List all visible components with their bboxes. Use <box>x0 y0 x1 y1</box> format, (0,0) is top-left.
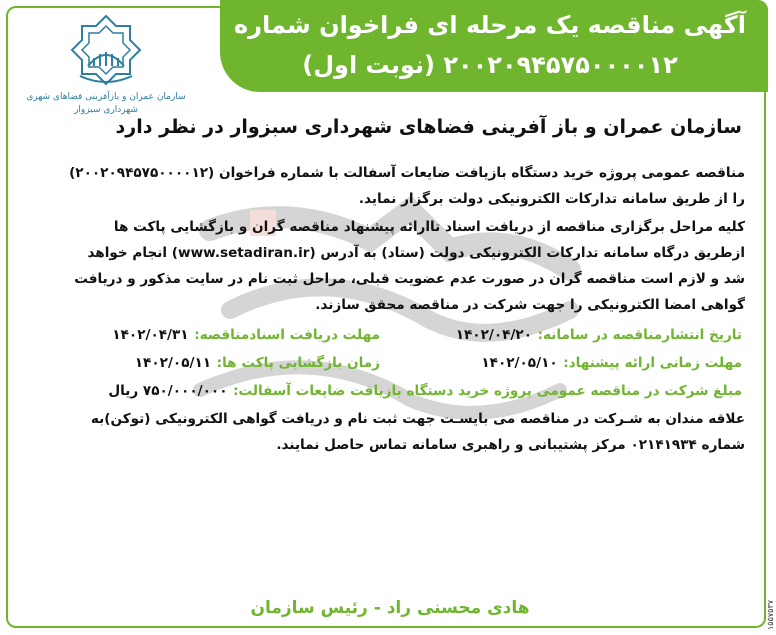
side-code: ۱۵۵۷۵۳۷ <box>766 599 775 630</box>
organization-logo <box>16 14 196 114</box>
tender-number: ۲۰۰۲۰۹۴۵۷۵۰۰۰۰۱۲ (نوبت اول) <box>302 51 678 79</box>
docs-deadline-row <box>30 322 380 348</box>
proposal-deadline-value: ۱۴۰۲/۰۵/۱۰ <box>481 355 558 371</box>
paragraph-2-line-4: گواهی امضا الکترونیکی را جهت شرکت در مناقصه محقق سازند. <box>315 297 745 313</box>
logo-caption-city: شهرداری سبزوار <box>74 105 138 115</box>
paragraph-2-line-2: ازطریق درگاه سامانه تدارکات الکترونیکی دولت (ستاد) به آدرس (www.setadiran.ir) انجام خواهد <box>87 245 745 261</box>
paragraph-3-line-2: شماره ۰۲۱۴۱۹۳۴ مرکز پشتیبانی و راهبری سامانه تماس حاصل نمایند. <box>276 437 745 453</box>
publish-date-label: تاریخ انتشارمناقصه در سامانه: <box>537 327 742 343</box>
opening-date-row <box>30 350 380 376</box>
signature: هادی محسنی راد - رئیس سازمان <box>250 598 530 618</box>
deposit-amount-value: ۷۵۰/۰۰۰/۰۰۰ ریال <box>108 383 228 399</box>
header-title: آگهی مناقصه یک مرحله ای فراخوان شماره <box>234 11 746 39</box>
publish-date-value: ۱۴۰۲/۰۴/۲۰ <box>455 327 533 343</box>
opening-date-label: زمان بازگشایی پاکت ها: <box>216 355 380 371</box>
deposit-amount-row <box>20 378 742 404</box>
paragraph-3-line-1: علاقه مندان به شـرکت در مناقصه می بایسـت جهت ثبت نام و دریافت گواهی الکترونیکی (توکن)به <box>90 411 745 427</box>
paragraph-1-line-2: را از طریق سامانه تدارکات الکترونیکی دولت برگزار نماید. <box>358 191 745 207</box>
logo-emblem-icon <box>66 14 146 88</box>
paragraph-2-line-1: کلیه مراحل برگزاری مناقصه از دریافت اسناد تاارائه پیشنهاد مناقصه گران و بازگشایی پاکت ها <box>113 219 745 235</box>
deposit-amount-label: مبلغ شرکت در مناقصه عمومی پروژه خرید دستگاه بازیافت ضایعات آسفالت: <box>233 383 742 399</box>
docs-deadline-label: مهلت دریافت اسنادمناقصه: <box>194 327 380 343</box>
organization-intro: سازمان عمران و باز آفرینی فضاهای شهرداری سبزوار در نظر دارد <box>115 116 742 138</box>
opening-date-value: ۱۴۰۲/۰۵/۱۱ <box>134 355 212 371</box>
logo-caption-org: سازمان عمران و بازآفرینی فضاهای شهری <box>26 92 186 102</box>
publish-date-row <box>390 322 742 348</box>
paragraph-1-line-1: مناقصه عمومی پروژه خرید دستگاه بازیافت ضایعات آسفالت با شماره فراخوان (۲۰۰۲۰۹۴۵۷۵۰۰۰۰۱۲) <box>69 165 745 181</box>
paragraph-2-line-3: شد و لازم است مناقصه گران در صورت عدم عضویت قبلی، مراحل ثبت نام در سایت مذکور و دریافت <box>74 271 745 287</box>
docs-deadline-value: ۱۴۰۲/۰۴/۳۱ <box>112 327 189 343</box>
proposal-deadline-label: مهلت زمانی ارائه پیشنهاد: <box>563 355 742 371</box>
proposal-deadline-row <box>390 350 742 376</box>
